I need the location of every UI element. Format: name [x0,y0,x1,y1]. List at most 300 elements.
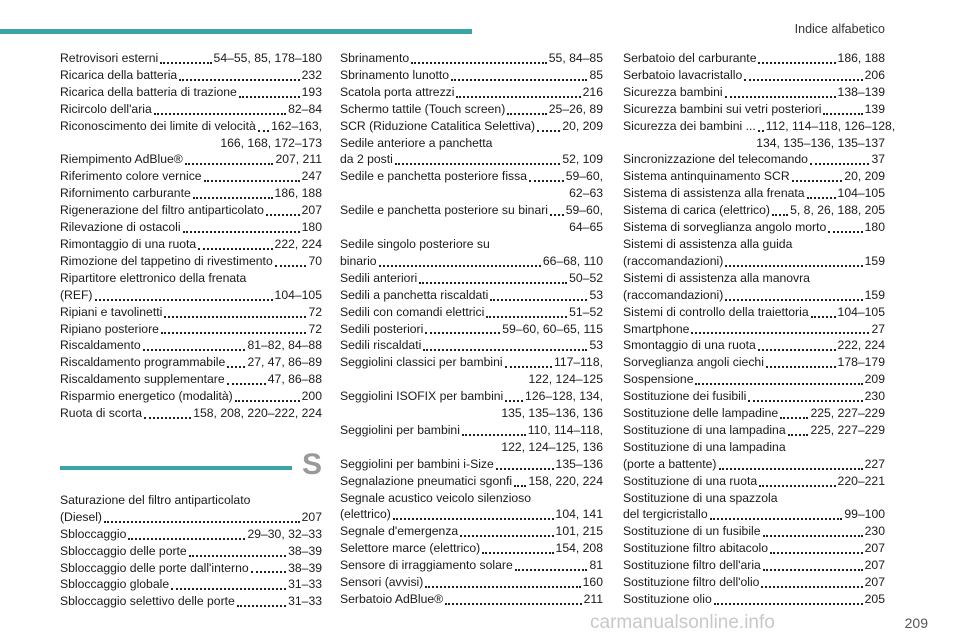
entry-pages: 99–100 [844,507,885,522]
entry-term: Sostituzione di una lampadina [623,422,786,437]
entry-term: Sedili a panchetta riscaldati [340,287,489,302]
index-entry [340,540,603,557]
dot-leader [759,485,835,487]
dot-leader [507,113,546,115]
dot-leader [266,214,300,216]
index-entry [60,321,322,338]
entry-pages: 52, 109 [562,152,603,167]
dot-leader [725,299,862,301]
dot-leader [537,130,560,132]
entry-term: del tergicristallo [623,507,708,522]
entry-pages: 186, 188 [837,51,885,65]
dot-leader [766,366,836,368]
dot-leader [183,231,300,233]
header-accent-bar [0,29,472,34]
entry-pages: 225, 227–229 [810,406,885,421]
entry-term: Sicurezza dei bambini ... [623,118,756,133]
entry-pages: 117–118, [553,355,603,370]
dot-leader [154,113,286,115]
entry-pages: 5, 8, 26, 188, 205 [790,203,885,218]
dot-leader [456,96,580,98]
dot-leader [179,79,299,81]
entry-term: Sistema di assistenza alla frenata [623,186,805,201]
dot-leader [761,586,862,588]
entry-pages: 162–163, [271,118,322,133]
dot-leader [460,535,553,537]
entry-pages: 104–105 [837,304,885,319]
dot-leader [758,62,835,64]
dot-leader [710,518,843,520]
entry-term: Sbloccaggio globale [60,577,170,592]
index-column-1 [60,50,322,610]
entry-pages: 158, 208, 220–222, 224 [193,406,322,421]
dot-leader [792,180,843,182]
entry-pages: 20, 209 [562,118,603,133]
entry-pages: 160 [582,575,603,590]
dot-leader [810,163,869,165]
entry-pages: 232 [301,67,322,82]
entry-term: Sistema di carica (elettrico) [623,203,770,218]
entry-term: Ricarica della batteria [60,67,178,82]
index-list-s [60,492,322,610]
dot-leader [251,571,286,573]
entry-term: (raccomandazioni) [623,287,724,302]
index-entry [60,371,322,388]
entry-pages: 180 [864,220,885,235]
entry-term: Sbloccaggio [60,526,127,541]
entry-pages: 53 [589,287,603,302]
entry-pages: 47, 86–88 [267,372,322,387]
index-entry [340,202,603,219]
entry-pages: 207 [864,558,885,573]
entry-term: Sostituzione filtro dell'olio [623,575,760,590]
dot-leader [128,538,245,540]
entry-pages: 72 [308,321,322,336]
entry-pages: 211 [583,592,603,606]
index-entry [60,526,322,543]
entry-pages: 101, 215 [555,524,603,539]
index-entry [340,557,603,574]
entry-term: Sostituzione di una ruota [623,473,758,488]
entry-term: da 2 posti [340,152,393,167]
entry-pages: 54–55, 85, 178–180 [213,51,322,65]
dot-leader [505,366,552,368]
dot-leader [515,569,588,571]
index-entry [623,287,885,304]
index-entry [623,337,885,354]
entry-pages: 38–39 [288,543,322,558]
index-entry [340,591,603,608]
index-entry [340,422,603,439]
entry-pages: 55, 84–85 [548,51,603,65]
index-entry [623,456,885,473]
entry-term: Serbatoio del carburante [623,51,757,65]
index-entry [623,151,885,168]
entry-pages: 159 [864,287,885,302]
entry-term: Selettore marce (elettrico) [340,541,481,556]
index-entry [340,270,603,287]
index-entry [60,388,322,405]
entry-pages: 158, 220, 224 [528,473,603,488]
dot-leader [193,197,273,199]
index-column-3 [623,50,896,608]
entry-term: Sensori (avvisi) [340,575,424,590]
entry-term: Ruota di scorta [60,406,142,421]
index-entry [60,151,322,168]
dot-leader [171,588,286,590]
entry-term: Sospensione [623,372,694,387]
entry-term: Riferimento colore vernice [60,169,202,184]
entry-term: Ricarica della batteria di trazione [60,84,237,99]
entry-pages-continued: 134, 135–136, 135–137 [756,135,885,150]
dot-leader [239,96,300,98]
dot-leader [725,265,862,267]
index-entry [340,253,603,270]
entry-pages: 85 [589,67,603,82]
dot-leader [823,113,862,115]
entry-pages-continued: 122, 124–125 [528,372,603,387]
dot-leader [462,434,526,436]
entry-pages: 59–60, [565,169,603,184]
dot-leader [164,316,306,318]
dot-leader [161,332,307,334]
entry-pages: 200 [301,389,322,404]
index-entry [60,560,322,577]
entry-pages: 205 [864,592,885,606]
dot-leader [160,62,211,64]
entry-term-line: Saturazione del filtro antiparticolato [60,492,251,507]
entry-term: Seggiolini per bambini i-Size [340,456,494,471]
dot-leader [758,349,836,351]
dot-leader [425,586,580,588]
index-entry [60,543,322,560]
index-entry [623,304,885,321]
entry-term: Seggiolini ISOFIX per bambini [340,389,504,404]
dot-leader [828,231,862,233]
index-entry [60,253,322,270]
index-entry [340,50,603,67]
dot-leader [748,400,862,402]
dot-leader [529,180,564,182]
entry-term: Segnalazione pneumatici sgonfi [340,473,513,488]
entry-term-line: Segnale acustico veicolo silenzioso [340,490,532,505]
entry-pages: 230 [864,389,885,404]
entry-pages: 222, 224 [274,236,322,251]
entry-pages-continued: 62–63 [569,186,603,201]
entry-term: Ripiano posteriore [60,321,159,336]
entry-term: Sostituzione filtro abitacolo [623,541,768,556]
entry-term: Sorveglianza angoli ciechi [623,355,764,370]
entry-term: Riempimento AdBlue® [60,152,183,167]
index-entry [60,185,322,202]
entry-term: Sostituzione filtro dell'aria [623,558,761,573]
entry-pages-continued: 64–65 [569,220,603,235]
entry-pages: 139 [864,101,885,116]
index-entry [340,304,603,321]
index-entry [623,388,885,405]
entry-term: Sbrinamento [340,51,410,65]
index-entry [340,354,603,371]
entry-term: Sincronizzazione del telecomando [623,152,808,167]
entry-pages: 126–128, 134, [525,389,603,404]
entry-pages: 230 [864,524,885,539]
index-entry [60,118,322,135]
index-list-r [60,50,322,422]
entry-pages-continued: 135, 135–136, 136 [501,406,603,421]
index-entry [60,219,322,236]
entry-pages: 207 [301,509,322,524]
index-entry [60,337,322,354]
watermark: carmanualsonline.info [590,612,775,633]
index-entry [623,84,885,101]
index-entry [340,287,603,304]
entry-pages: 159 [864,253,885,268]
index-entry [60,101,322,118]
index-entry [340,67,603,84]
entry-pages: 138–139 [837,84,885,99]
entry-term-line: Sedile anteriore a panchetta [340,135,493,150]
index-entry [623,354,885,371]
dot-leader [425,332,500,334]
entry-term: Sbloccaggio delle porte dall'interno [60,560,249,575]
index-entry [340,84,603,101]
entry-term: Sbloccaggio selettivo delle porte [60,594,235,609]
entry-pages: 247 [301,169,322,184]
index-entry [340,118,603,135]
dot-leader [258,130,269,132]
dot-leader [482,552,553,554]
dot-leader [275,265,307,267]
dot-leader [772,214,788,216]
entry-term: Sbrinamento lunotto [340,67,450,82]
entry-pages: 154, 208 [555,541,603,556]
dot-leader [379,265,541,267]
entry-term: Smontaggio di una ruota [623,338,756,353]
entry-pages: 186, 188 [274,186,322,201]
index-entry [340,321,603,338]
index-entry [340,151,603,168]
entry-pages: 66–68, 110 [542,253,603,268]
entry-pages: 37 [871,152,885,167]
entry-pages: 207, 211 [275,152,322,167]
index-entry [623,67,885,84]
entry-pages: 31–33 [288,577,322,592]
index-entry [623,405,885,422]
entry-pages: 220–221 [837,473,885,488]
dot-leader [744,79,862,81]
entry-pages: 27, 47, 86–89 [247,355,322,370]
index-entry [60,50,322,67]
entry-term: Riconoscimento dei limite di velocità [60,118,256,133]
entry-term: Sedili posteriori [340,321,424,336]
entry-term: (elettrico) [340,507,391,522]
entry-term: Sostituzione dei fusibili [623,389,747,404]
index-entry [623,118,896,135]
dot-leader [423,349,587,351]
section-letter: S [301,447,322,481]
index-entry [623,202,885,219]
index-entry [623,50,885,67]
entry-pages: 27 [871,321,885,336]
entry-term: Riscaldamento supplementare [60,372,225,387]
entry-pages: 135–136 [555,456,603,471]
entry-pages: 104–105 [274,287,322,302]
page-header-title: Indice alfabetico [794,22,885,36]
entry-term: Sicurezza bambini [623,84,723,99]
dot-leader [204,180,300,182]
dot-leader [807,197,836,199]
entry-term: Sostituzione olio [623,592,712,606]
index-entry [623,185,885,202]
entry-pages: 178–179 [837,355,885,370]
dot-leader [695,383,862,385]
dot-leader [237,605,286,607]
entry-term: Riscaldamento programmabile [60,355,226,370]
dot-leader [496,468,554,470]
entry-term: Sedili riscaldati [340,338,422,353]
entry-pages: 38–39 [288,560,322,575]
entry-pages: 59–60, [565,203,603,218]
dot-leader [143,349,246,351]
entry-pages: 207 [864,541,885,556]
entry-pages: 51–52 [569,304,603,319]
entry-term: Sistema antinquinamento SCR [623,169,790,184]
entry-term: Sistema di sorveglianza angolo morto [623,220,827,235]
index-entry [340,337,603,354]
page-number: 209 [904,615,928,631]
index-entry [340,388,603,405]
entry-term: Smartphone [623,321,690,336]
dot-leader [763,535,863,537]
index-entry [340,168,603,185]
index-entry [60,168,322,185]
entry-pages: 209 [864,372,885,387]
entry-pages: 70 [308,253,322,268]
dot-leader [144,417,191,419]
entry-term: Segnale d'emergenza [340,524,459,539]
entry-pages: 25–26, 89 [548,101,603,116]
entry-pages: 81 [589,558,603,573]
index-entry [60,67,322,84]
index-entry [60,354,322,371]
index-list [340,50,603,608]
dot-leader [198,248,272,250]
index-entry [623,371,885,388]
entry-term: Sedile e panchetta posteriore fissa [340,169,527,184]
dot-leader [763,569,863,571]
index-entry [623,473,885,490]
entry-term: Sedili anteriori [340,270,418,285]
entry-pages: 50–52 [569,270,603,285]
dot-leader [104,521,300,523]
section-rule [60,466,292,470]
index-entry [60,576,322,593]
entry-pages: 53 [589,338,603,353]
dot-leader [445,603,581,605]
entry-term: Rimontaggio di una ruota [60,236,197,251]
index-entry [623,557,885,574]
entry-pages: 104–105 [837,186,885,201]
entry-pages-continued: 122, 124–125, 136 [501,439,603,454]
entry-pages: 81–82, 84–88 [247,338,322,353]
entry-term: Sedili con comandi elettrici [340,304,485,319]
index-entry [60,405,322,422]
index-entry [623,574,885,591]
entry-pages: 104, 141 [555,507,603,522]
entry-pages: 29–30, 32–33 [247,526,322,541]
entry-pages: 180 [301,220,322,235]
index-entry [340,506,603,523]
entry-term-line: Ripartitore elettronico della frenata [60,270,247,285]
entry-term: Serbatoio lavacristallo [623,67,743,82]
entry-term: Retrovisori esterni [60,51,159,65]
index-entry [623,506,885,523]
index-entry [340,456,603,473]
entry-term: Sicurezza bambini sui vetri posteriori [623,101,822,116]
index-entry [340,473,603,490]
index-list [623,50,896,608]
entry-term: Scatola porta attrezzi [340,84,455,99]
entry-term: Serbatoio AdBlue® [340,592,444,606]
dot-leader [691,332,869,334]
index-entry [623,101,885,118]
index-entry [623,253,885,270]
entry-term: SCR (Riduzione Catalitica Selettiva) [340,118,536,133]
entry-term: binario [340,253,377,268]
entry-term: Sedile e panchetta posteriore su binari [340,203,548,218]
index-entry [340,101,603,118]
entry-pages: 31–33 [288,594,322,609]
entry-term: Riscaldamento [60,338,141,353]
dot-leader [395,163,560,165]
entry-pages: 193 [301,84,322,99]
dot-leader [411,62,547,64]
entry-term: Sensore di irraggiamento solare [340,558,513,573]
entry-term: Sistemi di controllo della traiettoria [623,304,809,319]
entry-term: Schermo tattile (Touch screen) [340,101,506,116]
entry-term: Ripiani e tavolinetti [60,304,163,319]
entry-term: Sostituzione delle lampadine [623,406,779,421]
index-entry [623,523,885,540]
dot-leader [95,299,273,301]
dot-leader [505,400,523,402]
index-entry [623,540,885,557]
entry-term: (REF) [60,287,93,302]
entry-pages: 59–60, 60–65, 115 [502,321,603,336]
entry-term: (Diesel) [60,509,102,524]
dot-leader [780,417,808,419]
dot-leader [550,214,564,216]
dot-leader [486,316,567,318]
index-entry [623,219,885,236]
entry-pages: 216 [582,84,603,99]
entry-term: Seggiolini classici per bambini [340,355,503,370]
entry-pages: 112, 114–118, 126–128, [765,118,896,133]
entry-pages: 222, 224 [837,338,885,353]
entry-term: (porte a battente) [623,456,717,471]
entry-term-line: Sostituzione di una lampadina [623,439,786,454]
entry-pages: 227 [864,456,885,471]
dot-leader [419,282,567,284]
entry-term-line: Sostituzione di una spazzola [623,490,778,505]
entry-term: Sostituzione di un fusibile [623,524,761,539]
dot-leader [714,603,863,605]
index-entry [60,287,322,304]
index-entry [60,593,322,610]
index-entry [60,202,322,219]
dot-leader [758,130,764,132]
dot-leader [719,468,863,470]
